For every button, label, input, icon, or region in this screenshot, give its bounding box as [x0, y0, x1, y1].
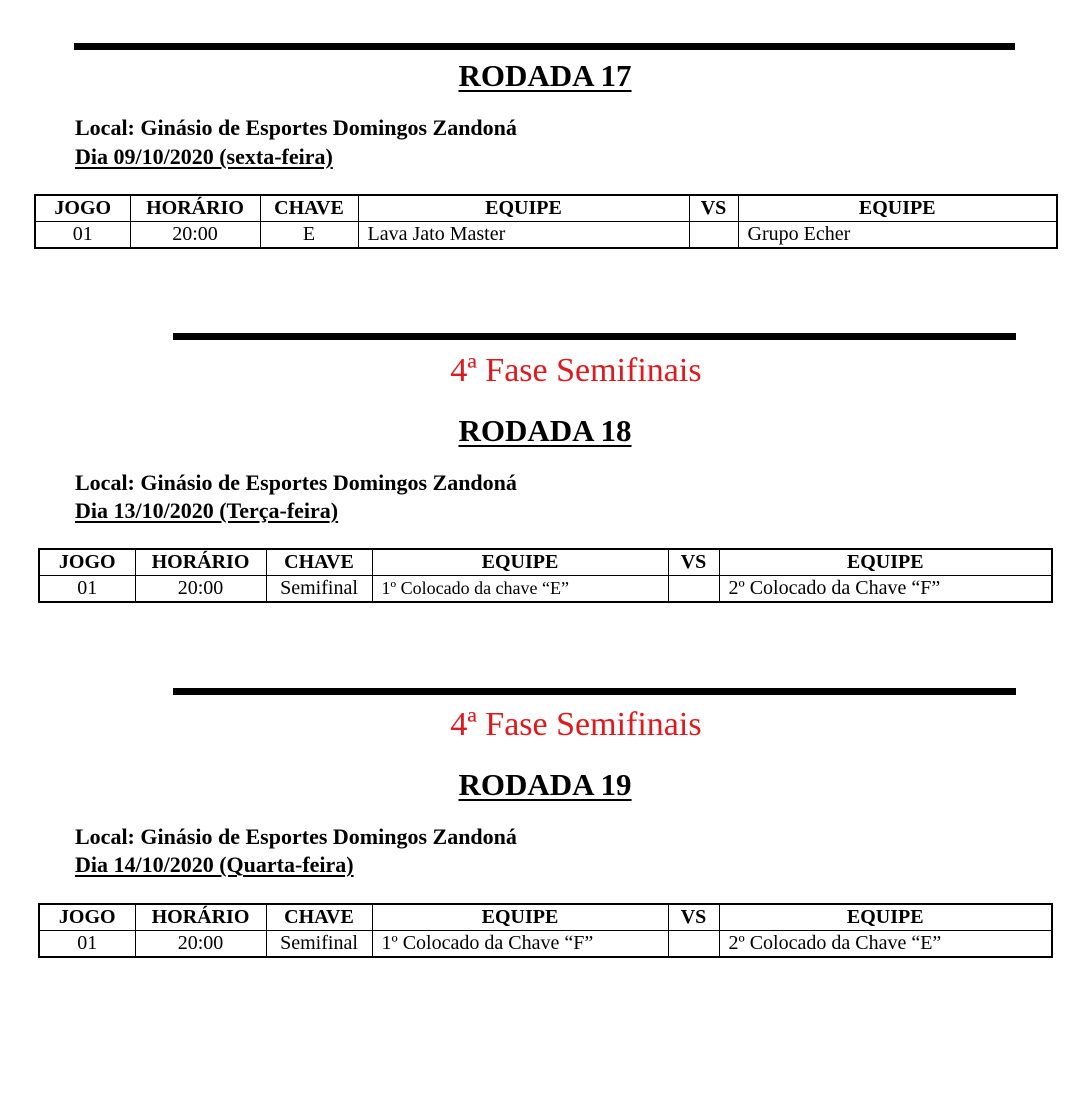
header-equipe-2: EQUIPE	[738, 195, 1057, 222]
header-horario: HORÁRIO	[135, 904, 266, 931]
cell-equipe-1: Lava Jato Master	[358, 222, 689, 249]
cell-horario: 20:00	[135, 931, 266, 958]
cell-vs	[689, 222, 738, 249]
cell-jogo: 01	[39, 576, 135, 603]
header-jogo: JOGO	[39, 904, 135, 931]
local-text: Local: Ginásio de Esportes Domingos Zandoná	[75, 470, 517, 495]
phase-title: 4ª Fase Semifinais	[450, 706, 702, 743]
table-row	[39, 576, 1052, 603]
header-equipe-1: EQUIPE	[358, 195, 689, 222]
cell-equipe-1: 1º Colocado da Chave “F”	[372, 931, 668, 958]
schedule-table	[38, 903, 1053, 958]
cell-equipe-2: Grupo Echer	[738, 222, 1057, 249]
local-text: Local: Ginásio de Esportes Domingos Zandoná	[75, 115, 517, 140]
table-header-row	[39, 549, 1052, 576]
cell-equipe-2: 2º Colocado da Chave “E”	[719, 931, 1052, 958]
header-jogo: JOGO	[39, 549, 135, 576]
cell-chave: Semifinal	[266, 931, 372, 958]
header-chave: CHAVE	[266, 904, 372, 931]
table-header-row	[35, 195, 1057, 222]
cell-vs	[668, 931, 719, 958]
header-vs: VS	[689, 195, 738, 222]
header-vs: VS	[668, 904, 719, 931]
cell-equipe-1: 1º Colocado da chave “E”	[372, 576, 668, 603]
header-equipe-1: EQUIPE	[372, 549, 668, 576]
header-chave: CHAVE	[266, 549, 372, 576]
cell-jogo: 01	[35, 222, 130, 249]
table-row	[35, 222, 1057, 249]
cell-chave: E	[260, 222, 358, 249]
cell-vs	[668, 576, 719, 603]
table-row	[39, 931, 1052, 958]
rodada-title: RODADA 17	[458, 58, 632, 93]
local-text: Local: Ginásio de Esportes Domingos Zandoná	[75, 824, 517, 849]
header-horario: HORÁRIO	[135, 549, 266, 576]
header-equipe-2: EQUIPE	[719, 904, 1052, 931]
header-chave: CHAVE	[260, 195, 358, 222]
date-text: Dia 13/10/2020 (Terça-feira)	[75, 498, 339, 523]
rodada-title: RODADA 19	[458, 767, 632, 802]
section-divider	[173, 333, 1016, 340]
table-header-row	[39, 904, 1052, 931]
cell-horario: 20:00	[135, 576, 266, 603]
header-vs: VS	[668, 549, 719, 576]
cell-chave: Semifinal	[266, 576, 372, 603]
cell-jogo: 01	[39, 931, 135, 958]
date-text: Dia 14/10/2020 (Quarta-feira)	[75, 852, 354, 877]
schedule-table	[38, 548, 1053, 603]
header-jogo: JOGO	[35, 195, 130, 222]
cell-horario: 20:00	[130, 222, 260, 249]
schedule-table	[34, 194, 1058, 249]
phase-title: 4ª Fase Semifinais	[450, 352, 702, 389]
section-divider	[74, 43, 1015, 50]
cell-equipe-2: 2º Colocado da Chave “F”	[719, 576, 1052, 603]
section-divider	[173, 688, 1016, 695]
rodada-title: RODADA 18	[458, 413, 632, 448]
header-equipe-2: EQUIPE	[719, 549, 1052, 576]
header-equipe-1: EQUIPE	[372, 904, 668, 931]
date-text: Dia 09/10/2020 (sexta-feira)	[75, 144, 333, 169]
header-horario: HORÁRIO	[130, 195, 260, 222]
